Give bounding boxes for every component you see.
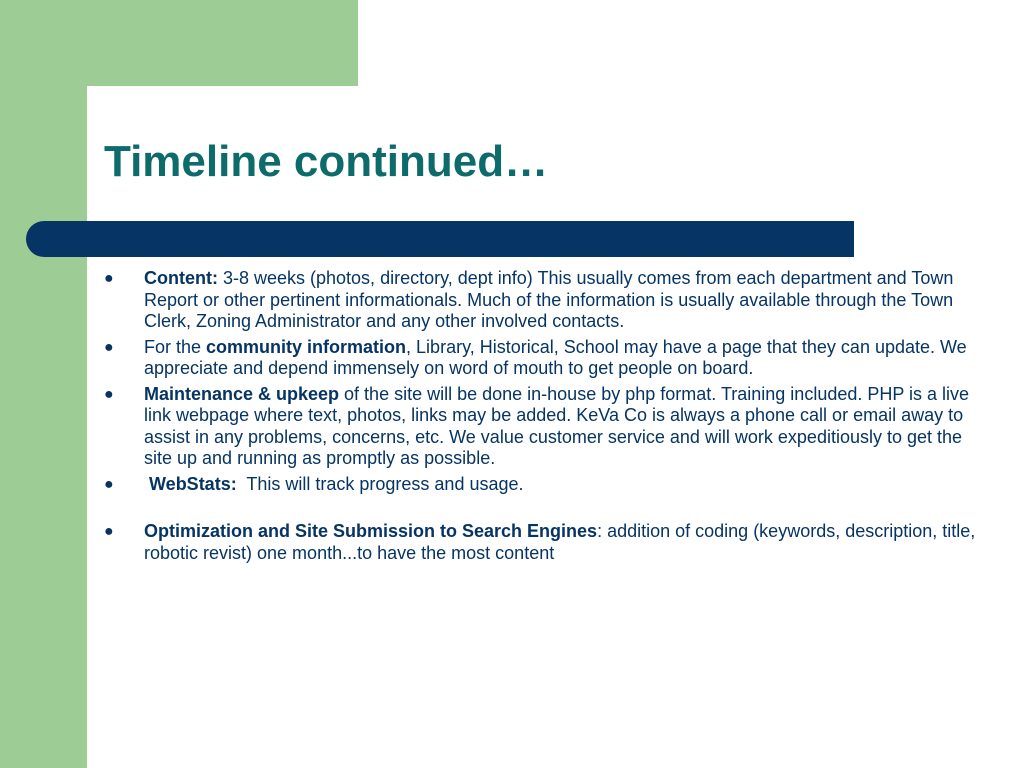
bullet-text: 3-8 weeks (photos, directory, dept info) This usually comes from each department and Town Report or other pertinent informationals. Much of the information is usually available through the Town Clerk, Zoning Administrator and any other involved contacts. (144, 268, 954, 331)
bullet-heading: Optimization and Site Submission to Search Engines (144, 521, 598, 541)
bullet-webstats (104, 474, 984, 496)
bullet-heading: Content: (144, 268, 218, 288)
bullet-heading: WebStats: (149, 473, 237, 494)
bullet-heading: community information (206, 336, 407, 357)
bullet-dot-icon: ● (104, 270, 114, 287)
bullet-dot-icon: ● (104, 475, 114, 493)
green-sidebar-decoration (0, 0, 87, 768)
bullet-dot-icon: ● (104, 338, 114, 356)
bullet-community-information (104, 337, 984, 380)
title-underline-bar (26, 221, 854, 257)
bullet-text: , Library, Historical, School may have a page that they can update. We appreciate and depend immensely on word of mouth to get people on board. (144, 336, 967, 378)
bullet-text: This will track progress and usage. (236, 473, 524, 494)
bullet-text: of the site will be done in-house by php format. Training included. PHP is a live link webpage where text, photos, links may be added. KeVa Co is always a phone call or email away to assist in any problems, concerns, etc. We value customer service and will work expeditiously to get the site up and running as promptly as possible. (144, 383, 970, 468)
bullet-dot-icon: ● (104, 523, 114, 540)
slide-title: Timeline continued… (104, 137, 549, 186)
bullet-heading: Maintenance & upkeep (144, 383, 340, 404)
bullet-text: : addition of coding (keywords, description, title, robotic revist) one month...to have the most content (144, 521, 976, 563)
bullet-content (104, 268, 984, 333)
bullet-optimization (104, 521, 984, 564)
green-header-decoration (0, 0, 358, 86)
bullet-maintenance-upkeep (104, 384, 984, 470)
bullet-list (104, 268, 984, 568)
bullet-prefix: For the (144, 336, 207, 357)
bullet-dot-icon: ● (104, 385, 114, 403)
